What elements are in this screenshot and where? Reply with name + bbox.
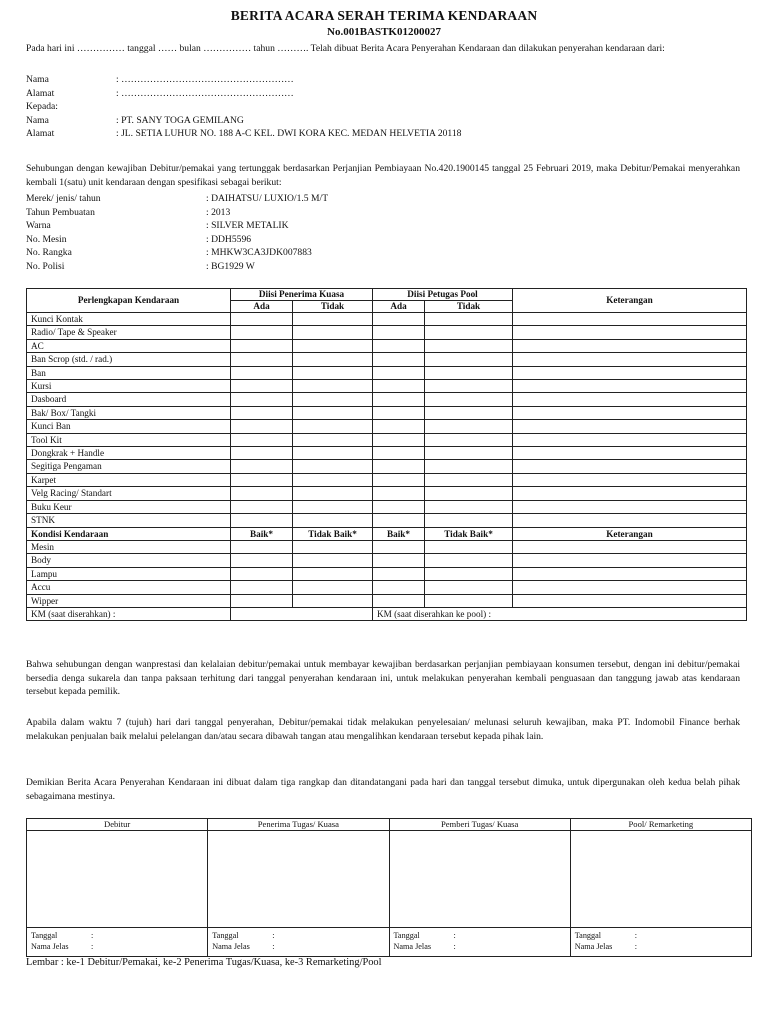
colon: : bbox=[91, 942, 94, 951]
table-row bbox=[27, 326, 747, 339]
table-row bbox=[27, 594, 747, 607]
colon: : bbox=[272, 942, 275, 951]
checklist-item: AC bbox=[27, 339, 231, 352]
condition-item: Accu bbox=[27, 581, 231, 594]
colon: : bbox=[272, 931, 275, 940]
col-group2-header: Diisi Petugas Pool bbox=[373, 289, 513, 301]
spec-value: : BG1929 W bbox=[206, 260, 255, 272]
sub-ada-header: Ada bbox=[373, 301, 425, 313]
name-label: Nama Jelas bbox=[393, 942, 432, 951]
signature-header-assignee: Penerima Tugas/ Kuasa bbox=[208, 819, 389, 831]
date-label: Tanggal bbox=[393, 931, 420, 940]
spec-label: Merek/ jenis/ tahun bbox=[26, 193, 101, 204]
checklist-item: Karpet bbox=[27, 473, 231, 486]
from-party-block bbox=[26, 73, 461, 141]
date-label: Tanggal bbox=[212, 931, 239, 940]
spec-value: : SILVER METALIK bbox=[206, 220, 289, 232]
checklist-item: STNK bbox=[27, 514, 231, 527]
condition-header-row bbox=[27, 527, 747, 540]
signature-area bbox=[27, 831, 208, 928]
colon: : bbox=[91, 931, 94, 940]
copies-footnote: Lembar : ke-1 Debitur/Pemakai, ke-2 Penerima Tugas/Kuasa, ke-3 Remarketing/Pool bbox=[26, 957, 382, 968]
col-remarks-header: Keterangan bbox=[513, 527, 747, 540]
condition-item: Mesin bbox=[27, 540, 231, 553]
signature-table bbox=[26, 818, 752, 957]
spec-label: No. Mesin bbox=[26, 233, 67, 245]
checklist-item: Ban bbox=[27, 366, 231, 379]
table-row bbox=[27, 366, 747, 379]
table-row bbox=[27, 473, 747, 486]
checklist-item: Buku Keur bbox=[27, 500, 231, 513]
vehicle-specs bbox=[26, 192, 328, 274]
km-row bbox=[27, 607, 747, 620]
table-row bbox=[27, 500, 747, 513]
name-label: Nama Jelas bbox=[574, 942, 613, 951]
signature-area bbox=[389, 831, 570, 928]
spec-label: Tahun Pembuatan bbox=[26, 206, 95, 218]
from-address-value: : ……………………………………………… bbox=[116, 87, 294, 99]
sub-baik-header: Baik* bbox=[373, 527, 425, 540]
spec-value: : DDH5596 bbox=[206, 233, 252, 245]
table-row bbox=[27, 353, 747, 366]
checklist-item: Kunci Ban bbox=[27, 420, 231, 433]
table-row bbox=[27, 540, 747, 553]
table-row bbox=[27, 433, 747, 446]
spec-label: No. Polisi bbox=[26, 260, 65, 272]
checklist-item: Radio/ Tape & Speaker bbox=[27, 326, 231, 339]
date-label: Tanggal bbox=[31, 931, 58, 940]
condition-item: Lampu bbox=[27, 567, 231, 580]
condition-item: Wipper bbox=[27, 594, 231, 607]
table-row bbox=[27, 514, 747, 527]
paragraph-default: Bahwa sehubungan dengan wanprestasi dan kelalaian debitur/pemakai untuk membayar kewajiban berdasarkan perjanjian pembiayaan konsumen tersebut, dengan ini debitur/pemakai bersedia denga sukarela dan tanpa paksaan terhitung dari tanggal penyerahan kendaraan ini, untuk melakukan penyerahan kembali penguasaan dan tanggung jawab atas kendaraan tersebut kepada pemilik. bbox=[26, 659, 740, 697]
spec-label: No. Rangka bbox=[26, 247, 72, 259]
signature-footer bbox=[570, 928, 751, 957]
colon: : bbox=[634, 931, 638, 940]
paragraph-closing: Demikian Berita Acara Penyerahan Kendaraan ini dibuat dalam tiga rangkap dan ditandatangani pada hari dan tanggal tersebut dimuka, untuk dipergunakan oleh kedua belah pihak sebagaimana mestinya. bbox=[26, 777, 740, 802]
condition-header: Kondisi Kendaraan bbox=[27, 527, 231, 540]
signature-header-assignor: Pemberi Tugas/ Kuasa bbox=[389, 819, 570, 831]
colon: : bbox=[634, 942, 638, 951]
table-row bbox=[27, 420, 747, 433]
checklist-item: Tool Kit bbox=[27, 433, 231, 446]
spec-value: : 2013 bbox=[206, 206, 231, 218]
table-row bbox=[27, 406, 747, 419]
signature-footer bbox=[27, 928, 208, 957]
intro-paragraph: Sehubungan dengan kewajiban Debitur/pemakai yang tertunggak berdasarkan Perjanjian Pembiayaan No.420.1900145 tanggal 25 Februari 2019, maka Debitur/Pemakai menyerahkan kembali 1(satu) unit kendaraan dengan spesifikasi sebagai berikut: bbox=[26, 163, 740, 188]
checklist-item: Dongkrak + Handle bbox=[27, 447, 231, 460]
checklist-item: Ban Scrop (std. / rad.) bbox=[27, 353, 231, 366]
to-address-label: Alamat bbox=[26, 128, 55, 140]
km-handover-label: KM (saat diserahkan) : bbox=[27, 607, 231, 620]
table-row bbox=[27, 567, 747, 580]
table-row bbox=[27, 313, 747, 326]
colon: : bbox=[453, 931, 456, 940]
checklist-table bbox=[26, 288, 747, 621]
name-label: Nama Jelas bbox=[31, 942, 69, 951]
table-row bbox=[27, 460, 747, 473]
col-group1-header: Diisi Penerima Kuasa bbox=[231, 289, 373, 301]
from-name-label: Nama bbox=[26, 74, 49, 85]
km-pool-label: KM (saat diserahkan ke pool) : bbox=[373, 607, 747, 620]
table-row bbox=[27, 554, 747, 567]
from-address-label: Alamat bbox=[26, 87, 55, 99]
checklist-item: Kursi bbox=[27, 380, 231, 393]
document-number: No.001BASTK01200027 bbox=[327, 26, 441, 38]
sub-baik-header: Baik* bbox=[231, 527, 293, 540]
checklist-item: Velg Racing/ Standart bbox=[27, 487, 231, 500]
signature-area bbox=[208, 831, 389, 928]
sub-tidak-header: Tidak bbox=[425, 301, 513, 313]
table-row bbox=[27, 487, 747, 500]
signature-footer bbox=[389, 928, 570, 957]
spec-value: : MHKW3CA3JDK007883 bbox=[206, 247, 312, 259]
from-name-value: : ……………………………………………… bbox=[116, 74, 294, 85]
col-item-header: Perlengkapan Kendaraan bbox=[27, 289, 231, 313]
checklist-item: Kunci Kontak bbox=[27, 313, 231, 326]
checklist-item: Bak/ Box/ Tangki bbox=[27, 406, 231, 419]
signature-area bbox=[570, 831, 751, 928]
sub-ada-header: Ada bbox=[231, 301, 293, 313]
table-row bbox=[27, 380, 747, 393]
sub-tidak-baik-header: Tidak Baik* bbox=[293, 527, 373, 540]
col-remarks-header: Keterangan bbox=[513, 289, 747, 313]
signature-header-pool: Pool/ Remarketing bbox=[570, 819, 751, 831]
signature-footer bbox=[208, 928, 389, 957]
condition-item: Body bbox=[27, 554, 231, 567]
to-name-label: Nama bbox=[26, 114, 49, 126]
colon: : bbox=[453, 942, 456, 951]
to-address-value: : JL. SETIA LUHUR NO. 188 A-C KEL. DWI KORA KEC. MEDAN HELVETIA 20118 bbox=[116, 128, 462, 140]
table-row bbox=[27, 447, 747, 460]
to-party-heading: Kepada: bbox=[26, 101, 58, 113]
document-title: BERITA ACARA SERAH TERIMA KENDARAAN bbox=[230, 8, 538, 23]
sub-tidak-baik-header: Tidak Baik* bbox=[425, 527, 513, 540]
table-row bbox=[27, 393, 747, 406]
table-row bbox=[27, 581, 747, 594]
paragraph-sale-rights: Apabila dalam waktu 7 (tujuh) hari dari tanggal penyerahan, Debitur/pemakai tidak melakukan penyelesaian/ melunasi seluruh kewajiban, maka PT. Indomobil Finance berhak melakukan penjualan baik melalui pelelangan dan/atau secara dibawah tangan atau mengalihkan kendaraan tersebut kepada pihak lain. bbox=[26, 717, 740, 742]
checklist-item: Segitiga Pengaman bbox=[27, 460, 231, 473]
spec-value: : DAIHATSU/ LUXIO/1.5 M/T bbox=[206, 193, 329, 204]
spec-label: Warna bbox=[26, 220, 51, 232]
to-name-value: : PT. SANY TOGA GEMILANG bbox=[116, 114, 244, 126]
signature-header-debtor: Debitur bbox=[27, 819, 208, 831]
table-row bbox=[27, 339, 747, 352]
name-label: Nama Jelas bbox=[212, 942, 250, 951]
sub-tidak-header: Tidak bbox=[293, 301, 373, 313]
checklist-item: Dasboard bbox=[27, 393, 231, 406]
opening-paragraph: Pada hari ini …………… tanggal …… bulan …………… tahun ………. Telah dibuat Berita Acara Penyerahan Kendaraan dan dilakukan penyerahan kendaraan dari: bbox=[26, 43, 665, 54]
date-label: Tanggal bbox=[574, 931, 602, 940]
